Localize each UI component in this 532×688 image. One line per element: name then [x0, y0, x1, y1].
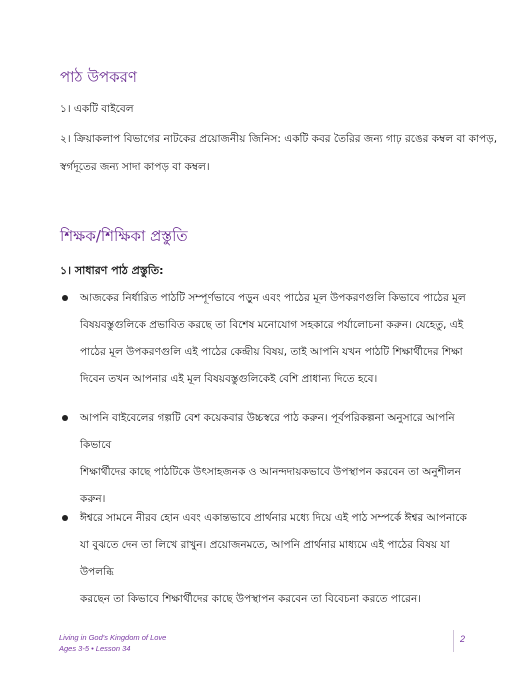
bullet-line: করছেন তা কিভাবে শিক্ষার্থীদের কাছে উপস্থাপন করবেন তা বিবেচনা করতে পারেন।	[80, 593, 421, 605]
bullet-line: পাঠের মূল উপকরণগুলি এই পাঠের কেন্দ্রীয় বিষয়, তাই আপনি যখন পাঠটি শিক্ষার্থীদের শিক্ষা	[80, 346, 463, 358]
bullet-line: করুন।	[80, 493, 106, 505]
bullet-icon	[62, 295, 68, 301]
bullet-line: বিষয়বস্তুগুলিকে প্রভাবিত করছে তা বিশেষ মনোযোগ সহকারে পর্যালোচনা করুন। যেহেতু, এই	[80, 319, 464, 331]
footer-title: Living in God's Kingdom of Love	[59, 633, 167, 642]
bullet-icon	[62, 415, 68, 421]
prep-bullet-list-3	[60, 505, 480, 613]
page-number: 2	[460, 634, 466, 644]
bullet-line: দিবেন তখন আপনার এই মূল বিষয়বস্তুগুলিকেই বেশি প্রাধান্য দিতে হবে।	[80, 373, 378, 385]
bullet-line: আজকের নির্ধারিত পাঠটি সম্পূর্ণভাবে পড়ুন এবং পাঠের মূল উপকরণগুলি কিভাবে পাঠের মূল	[80, 292, 466, 304]
materials-item-2-line-2: স্বর্গদূতের জন্য সাদা কাপড় বা কম্বল।	[60, 161, 210, 173]
prep-bullet-list-2	[60, 405, 480, 513]
bullet-item	[60, 285, 480, 393]
page-footer	[59, 632, 166, 654]
bullet-line: যা বুঝতে দেন তা লিখে রাখুন। প্রয়োজনমতে, আপনি প্রার্থনার মাধ্যমে এই পাঠের বিষয় যা উপলব্ধি	[80, 539, 450, 578]
materials-item-2-line-1: ২। ক্রিয়াকলাপ বিভাগের নাটকের প্রয়োজনীয় জিনিস: একটি কবর তৈরির জন্য গাঢ় রঙের কম্বল বা কাপড়,	[60, 133, 498, 145]
materials-heading: পাঠ উপকরণ	[60, 68, 137, 86]
bullet-line: আপনি বাইবেলের গল্পটি বেশ কয়েকবার উচ্চস্বরে পাঠ করুন। পূর্বপরিকল্পনা অনুসারে আপনি কিভাবে	[80, 412, 455, 451]
bullet-line: শিক্ষার্থীদের কাছে পাঠটিকে উৎসাহজনক ও আনন্দদায়কভাবে উপস্থাপন করবেন তা অনুশীলন	[80, 466, 461, 478]
bullet-item	[60, 505, 480, 613]
prep-bullet-list	[60, 285, 480, 393]
teacher-prep-heading: শিক্ষক/শিক্ষিকা প্রস্তুতি	[60, 227, 188, 245]
bullet-line: ঈশ্বরে সামনে নীরব হোন এবং একান্তভাবে প্রার্থনার মধ্যে দিয়ে এই পাঠ সম্পর্কে ঈশ্বর আপনাকে	[80, 512, 467, 524]
footer-divider	[453, 630, 454, 652]
bullet-icon	[62, 515, 68, 521]
materials-item-1: ১। একটি বাইবেল	[60, 103, 134, 115]
footer-meta: Ages 3-5 • Lesson 34	[59, 644, 131, 653]
general-prep-subheading: ১। সাধারণ পাঠ প্রস্তুতি:	[60, 264, 164, 277]
bullet-item	[60, 405, 480, 513]
